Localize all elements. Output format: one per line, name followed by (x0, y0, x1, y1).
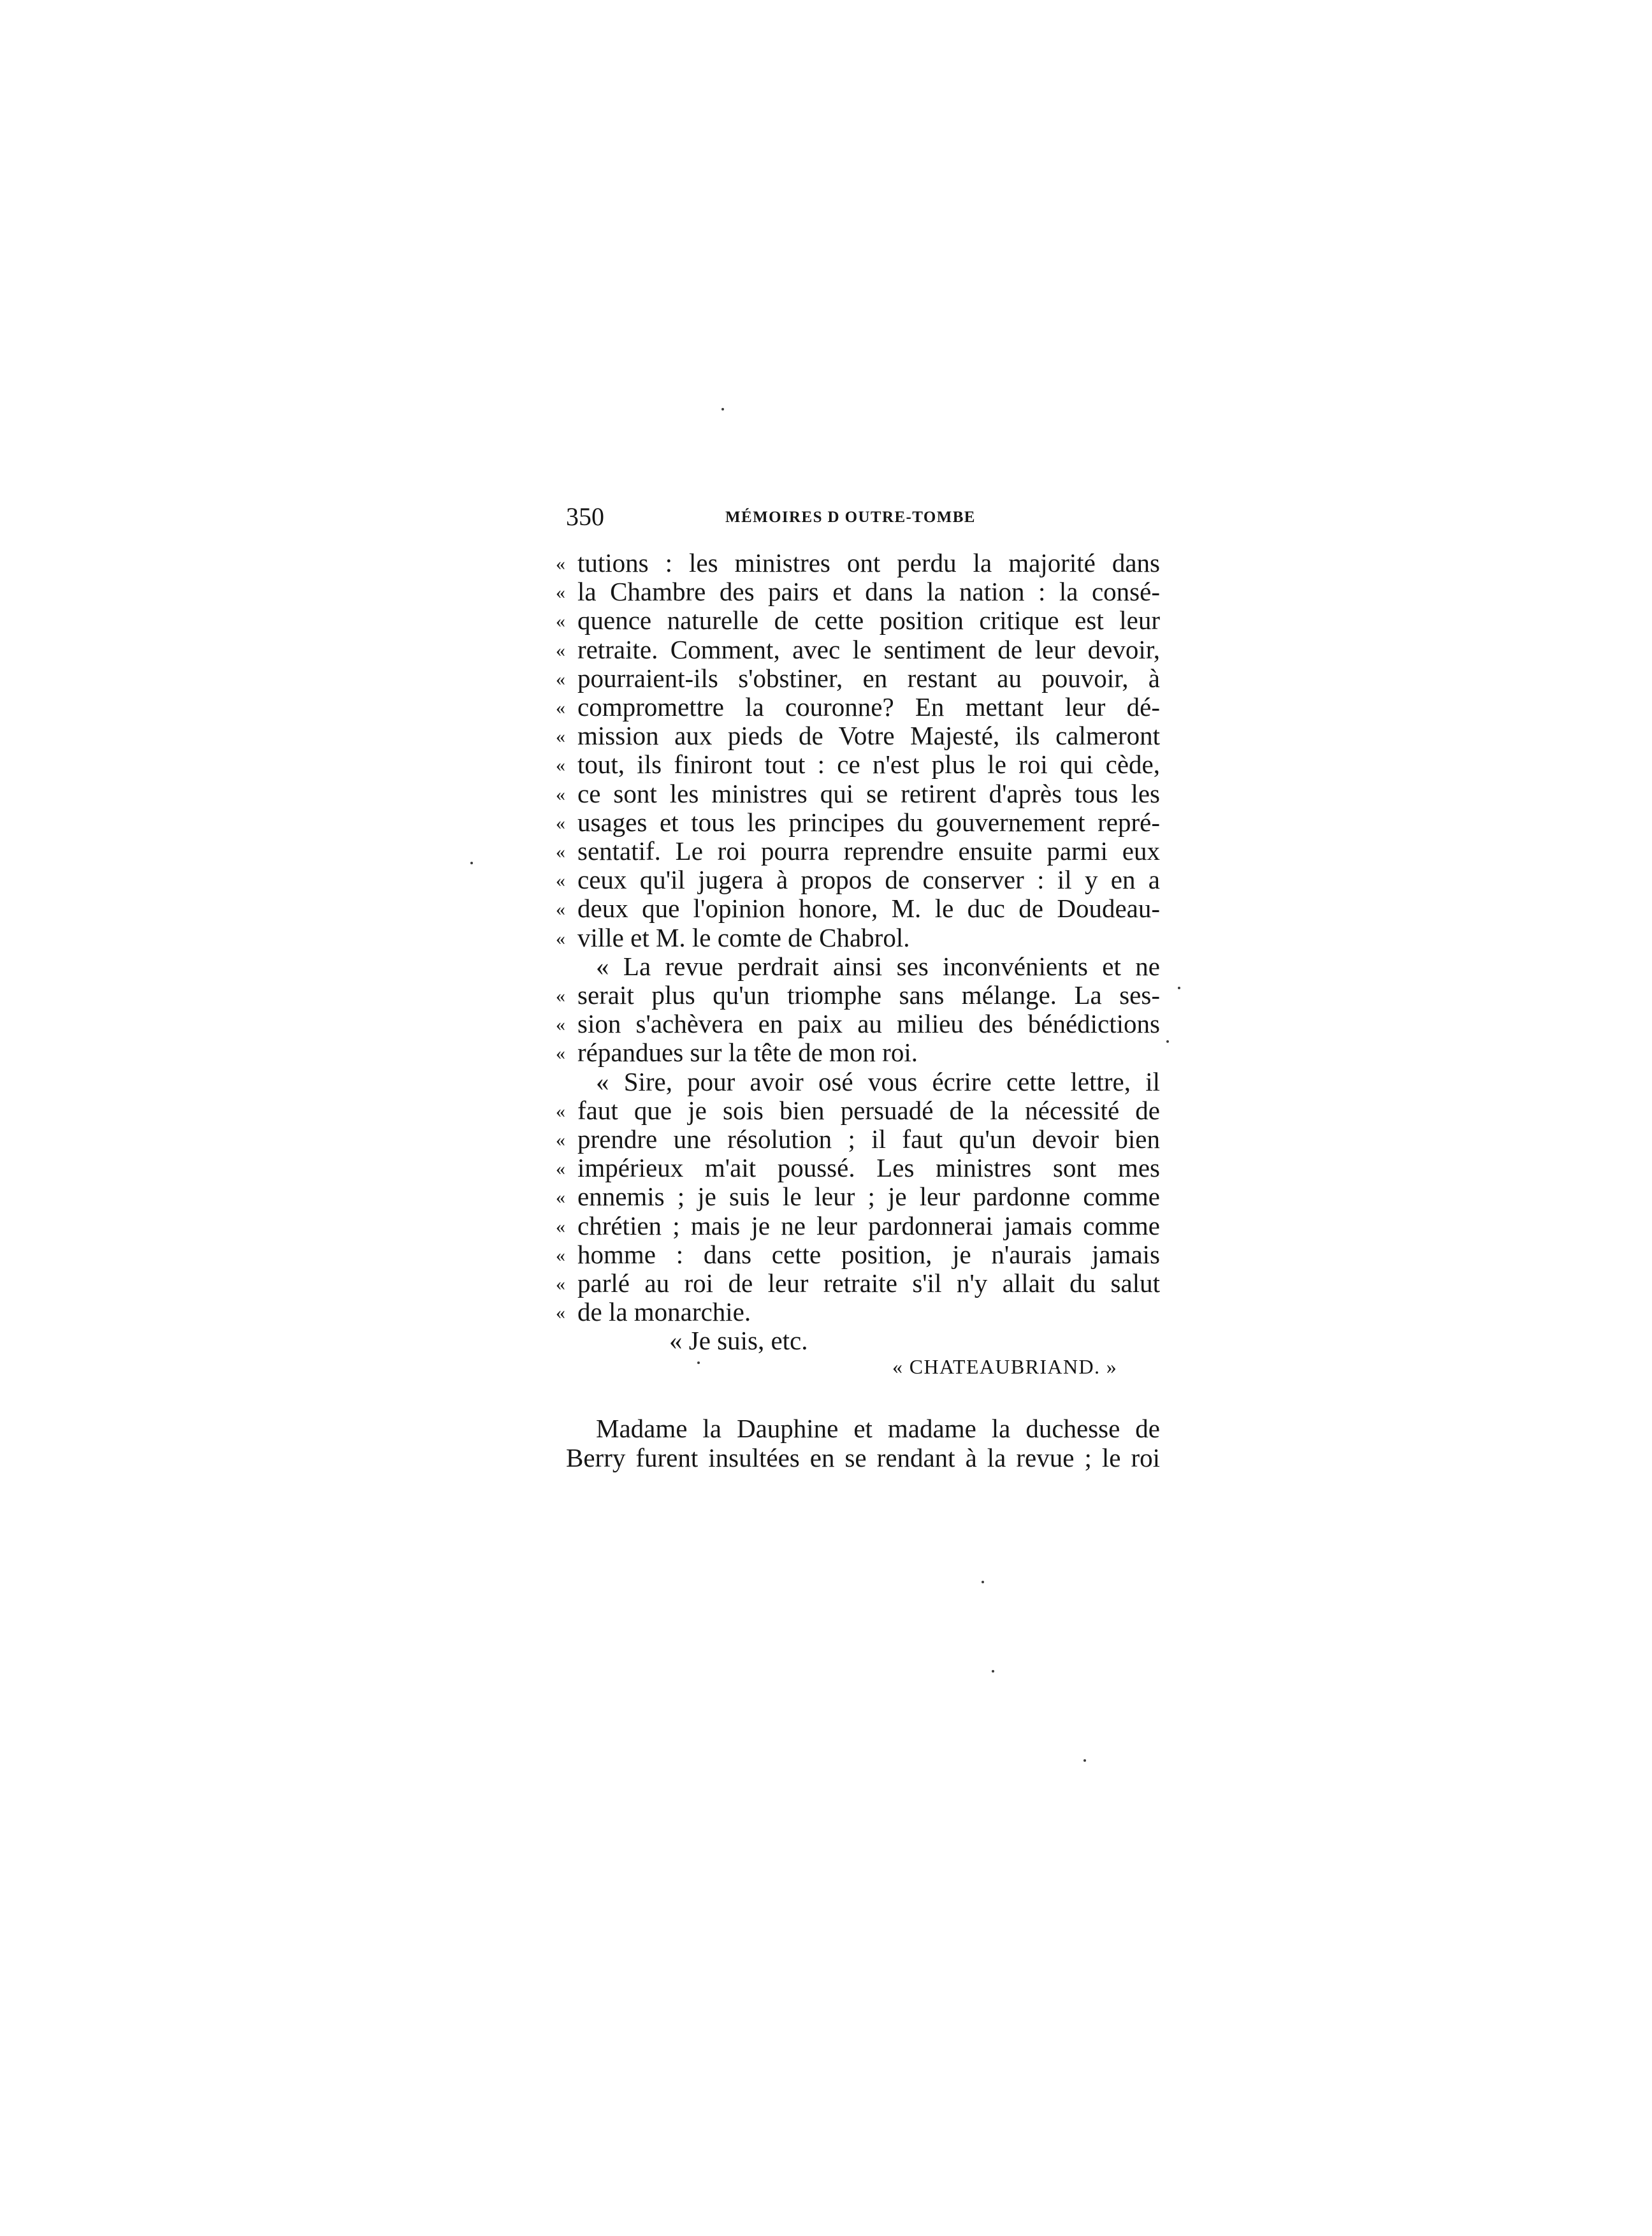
quote-mark: « (556, 1245, 565, 1266)
text-line (0, 1268, 1652, 1298)
quote-mark: « (556, 1187, 565, 1208)
line-text: quence naturelle de cette position critique est leur (577, 606, 1160, 635)
quote-mark: « (556, 1101, 565, 1122)
quote-mark: « (556, 611, 565, 632)
page-number: 350 (566, 502, 604, 531)
line-text: mission aux pieds de Votre Majesté, ils calmeront (577, 721, 1160, 750)
text-line (0, 1326, 1652, 1355)
text-line (0, 750, 1652, 779)
text-line (0, 577, 1652, 606)
line-text: compromettre la couronne? En mettant leur dé- (577, 692, 1160, 722)
quote-mark: « (556, 1129, 565, 1151)
text-line (0, 721, 1652, 750)
text-line (0, 548, 1652, 577)
print-speck (721, 408, 724, 410)
quote-mark: « (556, 582, 565, 603)
text-line (0, 1124, 1652, 1154)
line-text: ceux qu'il jugera à propos de conserver : il y en a (577, 865, 1160, 894)
line-text: la Chambre des pairs et dans la nation : la consé- (577, 577, 1160, 606)
text-line (0, 952, 1652, 981)
line-text: tutions : les ministres ont perdu la majorité dans (577, 548, 1160, 577)
text-line (0, 1153, 1652, 1182)
print-speck (1178, 987, 1180, 989)
text-line (0, 1443, 1652, 1472)
quote-mark: « (556, 1274, 565, 1295)
print-speck (697, 1361, 700, 1364)
text-line (0, 808, 1652, 837)
print-speck (1166, 1040, 1169, 1043)
print-speck (982, 1581, 984, 1583)
page-header (566, 501, 1178, 533)
quote-mark: « (556, 784, 565, 805)
line-text: parlé au roi de leur retraite s'il n'y allait du salut (577, 1268, 1160, 1298)
text-line (0, 664, 1652, 693)
line-text: Berry furent insultées en se rendant à la revue ; le roi (566, 1443, 1160, 1472)
line-text: de la monarchie. (577, 1297, 751, 1326)
print-speck (470, 862, 473, 864)
text-line (0, 635, 1652, 664)
line-text: ce sont les ministres qui se retirent d'après tous les (577, 779, 1160, 808)
quote-mark: « (556, 928, 565, 949)
line-text: ennemis ; je suis le leur ; je leur pardonne comme (577, 1182, 1160, 1211)
line-text: pourraient-ils s'obstiner, en restant au pouvoir, à (577, 664, 1160, 693)
quote-mark: « (556, 1302, 565, 1323)
line-text: usages et tous les principes du gouvernement repré- (577, 808, 1160, 837)
print-speck (992, 1670, 994, 1673)
quote-mark: « (556, 985, 565, 1006)
text-line (0, 1414, 1652, 1443)
text-line (0, 836, 1652, 866)
line-text: homme : dans cette position, je n'aurais jamais (577, 1240, 1160, 1269)
text-line (0, 1038, 1652, 1067)
text-line (0, 1297, 1652, 1326)
quote-mark: « (556, 755, 565, 776)
quote-mark: « (556, 841, 565, 862)
text-line (0, 894, 1652, 923)
quote-mark: « (556, 726, 565, 747)
text-line (0, 1182, 1652, 1211)
line-text: sentatif. Le roi pourra reprendre ensuite parmi eux (577, 836, 1160, 866)
quote-mark: « (556, 1043, 565, 1064)
text-line (0, 980, 1652, 1010)
quote-mark: « (556, 899, 565, 920)
text-line (0, 606, 1652, 635)
line-text: tout, ils finiront tout : ce n'est plus le roi qui cède, (577, 750, 1160, 779)
line-text: ville et M. le comte de Chabrol. (577, 923, 910, 952)
quote-mark: « (556, 1014, 565, 1035)
line-text: faut que je sois bien persuadé de la nécessité de (577, 1096, 1160, 1125)
text-line (0, 1211, 1652, 1240)
text-line (0, 865, 1652, 894)
line-text: répandues sur la tête de mon roi. (577, 1038, 918, 1067)
text-line (0, 1067, 1652, 1096)
line-text: deux que l'opinion honore, M. le duc de Doudeau- (577, 894, 1160, 923)
line-text: « Sire, pour avoir osé vous écrire cette lettre, il (596, 1067, 1160, 1096)
text-line (0, 692, 1652, 722)
print-speck (1083, 1759, 1086, 1762)
quote-mark: « (556, 669, 565, 690)
text-line (0, 1096, 1652, 1125)
line-text: « La revue perdrait ainsi ses inconvénients et ne (596, 952, 1160, 981)
text-line (0, 779, 1652, 808)
line-text: prendre une résolution ; il faut qu'un devoir bien (577, 1124, 1160, 1154)
line-text: serait plus qu'un triomphe sans mélange. La ses- (577, 980, 1160, 1010)
text-line (0, 1009, 1652, 1038)
text-line (0, 1240, 1652, 1269)
letter-signature: « CHATEAUBRIAND. » (892, 1355, 1118, 1378)
quote-mark: « (556, 813, 565, 834)
running-head: MÉMOIRES D OUTRE-TOMBE (725, 509, 976, 526)
line-text: impérieux m'ait poussé. Les ministres sont mes (577, 1153, 1160, 1182)
line-text: retraite. Comment, avec le sentiment de leur devoir, (577, 635, 1160, 664)
line-text: chrétien ; mais je ne leur pardonnerai jamais comme (577, 1211, 1160, 1240)
line-text: Madame la Dauphine et madame la duchesse de (596, 1414, 1160, 1443)
line-text: « Je suis, etc. (669, 1326, 808, 1355)
quote-mark: « (556, 640, 565, 661)
quote-mark: « (556, 697, 565, 718)
line-text: sion s'achèvera en paix au milieu des bénédictions (577, 1009, 1160, 1038)
quote-mark: « (556, 870, 565, 891)
quote-mark: « (556, 553, 565, 574)
text-line (0, 923, 1652, 952)
quote-mark: « (556, 1158, 565, 1179)
quote-mark: « (556, 1216, 565, 1237)
